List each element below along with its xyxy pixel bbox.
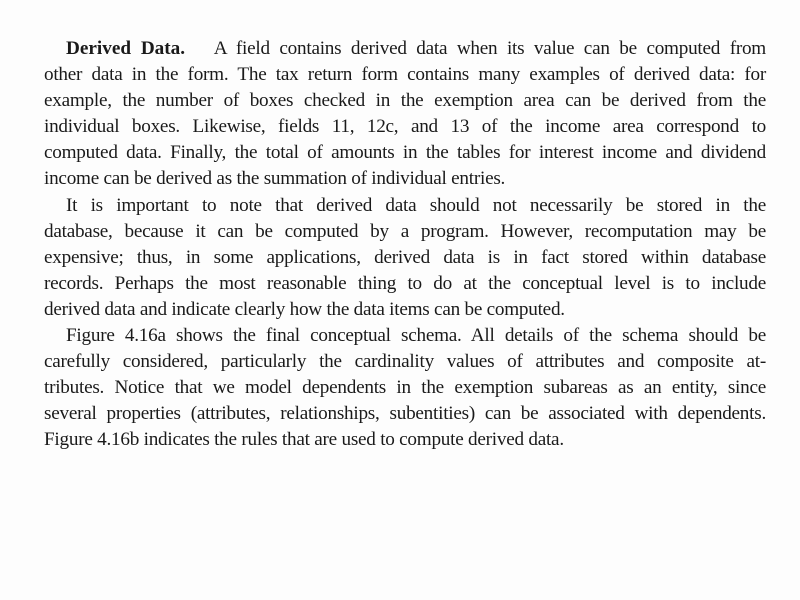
text-line: Figure 4.16b indicates the rules that are used to compute derived data. [44,429,564,451]
paragraph-derived-data [44,36,766,193]
text-line: other data in the form. The tax return form contains many examples of derived data: for [44,64,766,86]
text-line [44,36,766,62]
text-line: individual boxes. Likewise, fields 11, 12c, and 13 of the income area correspond to [44,116,766,138]
text-line: income can be derived as the summation of individual entries. [44,168,506,190]
text-line: expensive; thus, in some applications, derived data is in fact stored within database [44,246,766,268]
text-line: records. Perhaps the most reasonable thing to do at the conceptual level is to include [44,272,766,294]
text-line: Figure 4.16a shows the final conceptual schema. All details of the schema should be [66,325,766,347]
text-line: computed data. Finally, the total of amounts in the tables for interest income and dividend [44,142,766,164]
text-line: several properties (attributes, relationships, subentities) can be associated with dependents. [44,403,766,425]
paragraph-final-schema [44,323,766,453]
text-line: It is important to note that derived data should not necessarily be stored in the [66,194,766,216]
paragraph-storage-note [44,193,766,323]
text-line-content: A field contains derived data when its value can be computed from [213,38,766,59]
paragraph-heading: Derived Data. [66,38,186,59]
text-line: database, because it can be computed by a program. However, recomputation may be [44,220,766,242]
text-line: carefully considered, particularly the cardinality values of attributes and composite at- [44,351,766,373]
text-line: derived data and indicate clearly how the data items can be computed. [44,298,565,320]
body-text [44,36,766,454]
text-line: example, the number of boxes checked in the exemption area can be derived from the [44,90,766,112]
text-line: tributes. Notice that we model dependents in the exemption subareas as an entity, since [44,377,766,399]
